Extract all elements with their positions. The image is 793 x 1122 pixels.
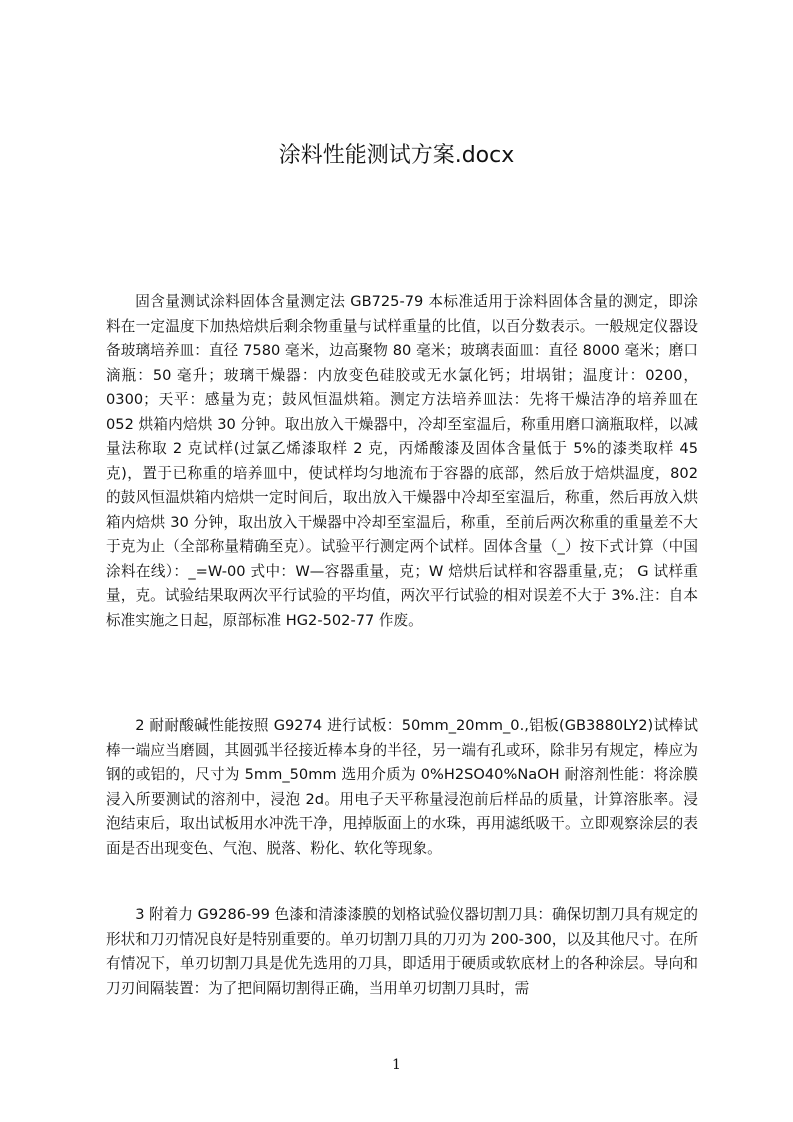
page-number: 1 [392,1057,401,1073]
paragraph-solid-content: 固含量测试涂料固体含量测定法 GB725-79 本标准适用于涂料固体含量的测定，即涂料在一定温度下加热焙烘后剩余物重量与试样重量的比值，以百分数表示。一般规定仪器设备玻璃培养皿：直径 7580 毫米，边高聚物 80 毫米；玻璃表面皿：直径 8000 毫米；磨口滴瓶：50 毫升；玻璃干燥器：内放变色硅胶或无水氯化钙；坩埚钳；温度计：0200，0300；天平：感量为克；鼓风恒温烘箱。测定方法培养皿法：先将干燥洁净的培养皿在 052 烘箱内焙烘 30 分钟。取出放入干燥器中，冷却至室温后，称重用磨口滴瓶取样，以减量法称取 2 克试样(过氯乙烯漆取样 2 克，丙烯酸漆及固体含量低于 5%的漆类取样 45 克)，置于已称重的培养皿中，使试样均匀地流布于容器的底部，然后放于焙烘温度，802 的鼓风恒温烘箱内焙烘一定时间后，取出放入干燥器中冷却至室温后，称重，然后再放入烘箱内焙烘 30 分钟，取出放入干燥器中冷却至室温后，称重，至前后两次称重的重量差不大于克为止（全部称量精确至克）。试验平行测定两个试样。固体含量（_）按下式计算（中国涂料在线）：_=W-00 式中：W—容器重量，克；W 焙烘后试样和容器重量,克； G 试样重量，克。试验结果取两次平行试验的平均值，两次平行试验的相对误差不大于 3%.注：自本标准实施之日起，原部标准 HG2-502-77 作废。 [106,293,698,629]
paragraph-acid-alkali-resistance: 2 耐耐酸碱性能按照 G9274 进行试板：50mm_20mm_0.,铝板(GB3880LY2)试棒试棒一端应当磨圆，其圆弧半径接近棒本身的半径，另一端有孔或环，除非另有规定，棒应为钢的或铝的，尺寸为 5mm_50mm 选用介质为 0%H2SO40%NaOH 耐溶剂性能：将涂膜浸入所要测试的溶剂中，浸泡 2d。用电子天平称量浸泡前后样品的质量，计算溶胀率。浸泡结束后，取出试板用水冲洗干净，甩掉版面上的水珠，再用滤纸吸干。立即观察涂层的表面是否出现变色、气泡、脱落、粉化、软化等现象。 [106,717,698,857]
document-title: 涂料性能测试方案.docx [278,143,515,168]
paragraph-adhesion: 3 附着力 G9286-99 色漆和清漆漆膜的划格试验仪器切割刀具：确保切割刀具有规定的形状和刀刃情况良好是特别重要的。单刃切割刀具的刀刃为 200-300，以及其他尺寸。在所有情况下，单刃切割刀具是优先选用的刀具，即适用于硬质或软底材上的各种涂层。导向和刀刃间隔装置：为了把间隔切割得正确，当用单刃切割刀具时，需 [106,906,698,997]
